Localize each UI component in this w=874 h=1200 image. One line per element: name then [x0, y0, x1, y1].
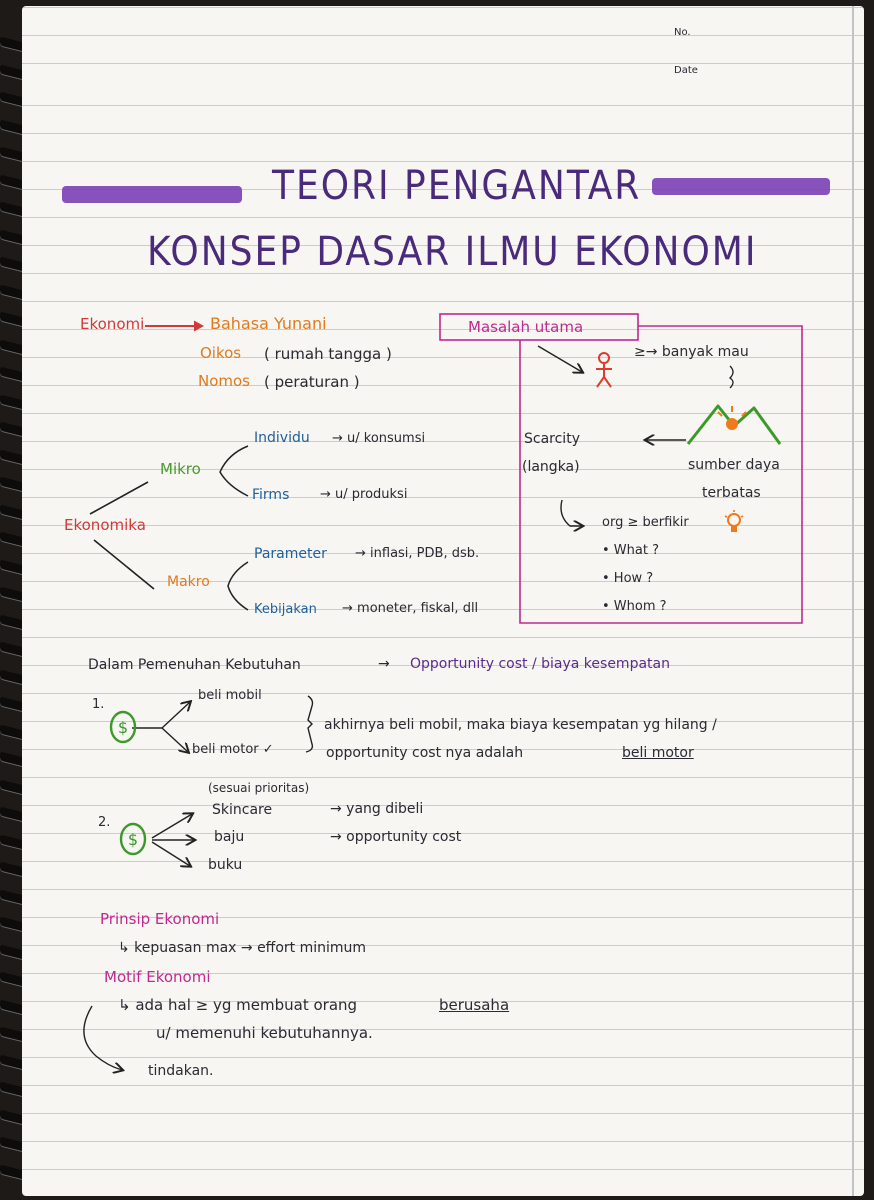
- example1-option-motor: beli motor ✓: [192, 742, 274, 757]
- page-subtitle: KONSEP DASAR ILMU EKONOMI: [147, 229, 758, 275]
- svg-text:$: $: [117, 718, 129, 737]
- example1-conclusion-line1: akhirnya beli mobil, maka biaya kesempatan yg hilang /: [324, 717, 717, 733]
- example1-number: 1.: [92, 697, 105, 712]
- example2-option-baju: baju: [214, 829, 245, 845]
- dollar-coin-icon: [118, 822, 148, 856]
- mikro-firms: Firms: [252, 487, 290, 503]
- motif-line3: tindakan.: [148, 1063, 214, 1079]
- opportunity-term: Opportunity cost / biaya kesempatan: [410, 656, 670, 672]
- makro-label: Makro: [167, 574, 210, 590]
- dollar-coin-icon: [108, 710, 138, 744]
- motif-line1-emphasis: berusaha: [439, 996, 510, 1014]
- no-label: No.: [674, 27, 691, 38]
- ekonomika-root: Ekonomika: [64, 516, 146, 534]
- example1-answer: beli motor: [622, 745, 694, 761]
- word-oikos: Oikos: [200, 344, 242, 362]
- origin-label: Bahasa Yunani: [210, 314, 327, 333]
- page-title: TEORI PENGANTAR: [272, 163, 642, 209]
- mikro-individu: Individu: [254, 430, 310, 446]
- mikro-label: Mikro: [160, 460, 201, 478]
- mikro-firms-note: → u/ produksi: [320, 487, 408, 502]
- question-what: • What ?: [602, 543, 659, 558]
- mountain-icon: [684, 400, 784, 448]
- example1-option-mobil: beli mobil: [198, 688, 262, 703]
- question-how: • How ?: [602, 571, 654, 586]
- opportunity-arrow: →: [378, 656, 390, 672]
- mikro-individu-note: → u/ konsumsi: [332, 431, 426, 446]
- example2-option-baju-note: → opportunity cost: [330, 829, 462, 845]
- masalah-title: Masalah utama: [468, 318, 584, 336]
- masalah-sumber-daya: sumber daya: [688, 457, 780, 473]
- motif-title: Motif Ekonomi: [104, 968, 211, 986]
- masalah-scarcity: Scarcity: [524, 431, 580, 447]
- example1-conclusion-line2: opportunity cost nya adalah: [326, 745, 524, 761]
- prinsip-title: Prinsip Ekonomi: [100, 910, 220, 928]
- meaning-nomos: ( peraturan ): [264, 373, 360, 391]
- example2-number: 2.: [98, 815, 111, 830]
- stick-figure-icon: [592, 351, 616, 391]
- hand-drawn-strokes: [22, 6, 864, 1196]
- masalah-langka: (langka): [522, 459, 580, 475]
- date-label: Date: [674, 65, 698, 76]
- meaning-oikos: ( rumah tangga ): [264, 345, 392, 363]
- motif-line2: u/ memenuhi kebutuhannya.: [156, 1024, 373, 1042]
- masalah-terbatas: terbatas: [702, 485, 761, 501]
- question-whom: • Whom ?: [602, 599, 667, 614]
- word-nomos: Nomos: [198, 372, 251, 390]
- prinsip-body: ↳ kepuasan max → effort minimum: [118, 940, 367, 956]
- makro-kebijakan: Kebijakan: [254, 602, 317, 617]
- masalah-berfikir: org ≥ berfikir: [602, 515, 689, 530]
- masalah-banyak-mau: ≥→ banyak mau: [634, 344, 749, 360]
- term-ekonomi: Ekonomi: [80, 315, 145, 333]
- makro-parameter: Parameter: [254, 546, 327, 562]
- motif-line1: ↳ ada hal ≥ yg membuat orang: [118, 996, 358, 1014]
- opportunity-lead: Dalam Pemenuhan Kebutuhan: [88, 657, 301, 673]
- example2-note: (sesuai prioritas): [208, 781, 310, 795]
- example2-option-skincare: Skincare: [212, 802, 273, 818]
- example2-option-buku: buku: [208, 857, 243, 873]
- lightbulb-icon: [722, 508, 746, 538]
- svg-text:$: $: [127, 830, 139, 849]
- makro-kebijakan-note: → moneter, fiskal, dll: [342, 601, 479, 616]
- makro-parameter-note: → inflasi, PDB, dsb.: [355, 546, 480, 561]
- example2-option-skincare-note: → yang dibeli: [330, 801, 424, 817]
- notebook-page: [22, 6, 864, 1196]
